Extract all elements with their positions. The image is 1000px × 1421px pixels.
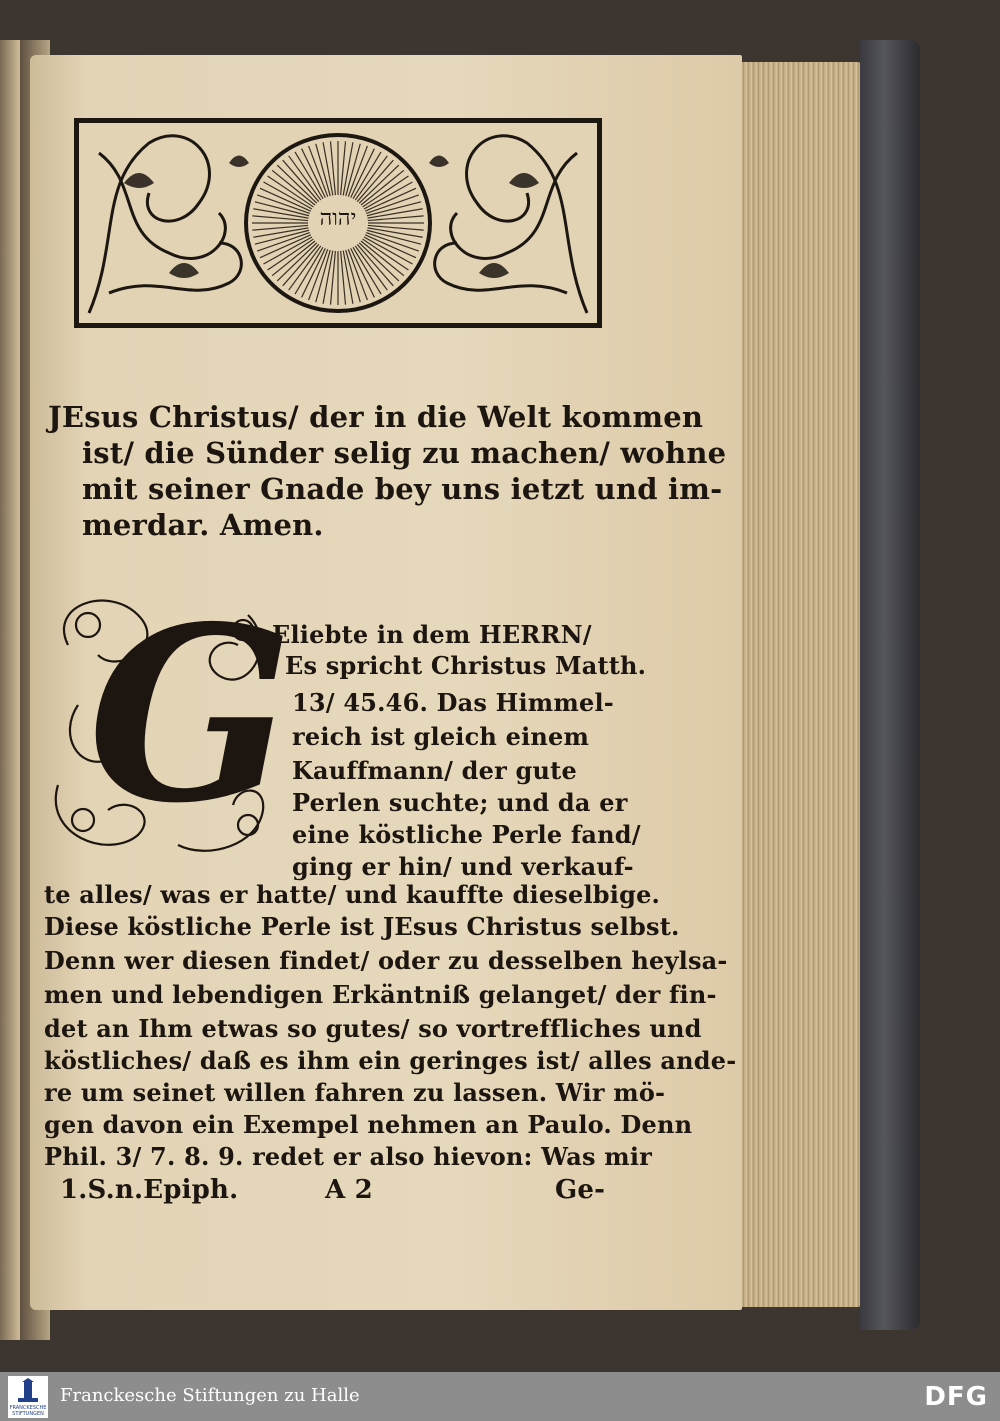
text-line: Es spricht Christus Matth. [285,651,647,680]
text-line: reich ist gleich einem [292,722,590,751]
sun-ray [277,165,317,203]
signature-sheet: A 2 [325,1175,373,1205]
text-line: köstliches/ daß es ihm ein geringes ist/ alles ande- [44,1046,737,1075]
viewer-footer [0,1372,1000,1421]
text-line: te alles/ was er hatte/ und kauffte dieselbige. [44,880,661,909]
text-line: eine köstliche Perle fand/ [292,820,641,849]
initial-letter: G [88,574,293,856]
page-block-edge [740,62,865,1307]
catchword: Ge- [555,1175,606,1205]
heading-line: ist/ die Sünder selig zu machen/ wohne [82,436,727,470]
text-line: re um seinet willen fahren zu lassen. Wir mö- [44,1078,666,1107]
institution-name[interactable]: Franckesche Stiftungen zu Halle [60,1385,360,1406]
institution-logo[interactable] [8,1376,48,1418]
headpiece-ornament [74,118,602,328]
text-line: det an Ihm etwas so gutes/ so vortreffliches und [44,1014,702,1043]
text-line: men und lebendigen Erkäntniß gelanget/ der fin- [44,980,717,1009]
heading-line: mit seiner Gnade bey uns ietzt und im- [82,472,723,506]
dfg-logo[interactable]: DFG [924,1382,988,1412]
text-line: Eliebte in dem HERRN/ [272,620,592,649]
sun-ray [277,243,317,281]
text-line: Diese köstliche Perle ist JEsus Christus selbst. [44,912,680,941]
text-line: 13/ 45.46. Das Himmel- [292,688,614,717]
opening-blessing [48,400,727,550]
text-line: Denn wer diesen findet/ oder zu desselben heylsa- [44,946,728,975]
heading-line: JEsus Christus/ der in die Welt kommen [48,400,704,434]
divine-name: יהוה [319,206,357,231]
heading-line: merdar. Amen. [82,508,324,542]
sun-ray [359,243,399,281]
text-line: Phil. 3/ 7. 8. 9. redet er also hievon: Was mir [44,1142,653,1171]
text-line: Kauffmann/ der gute [292,756,577,785]
book-cover [860,40,920,1330]
text-line: gen davon ein Exempel nehmen an Paulo. Denn [44,1110,693,1139]
logo-text: FRANCKESCHE STIFTUNGEN [9,1405,47,1417]
text-line: ging er hin/ und verkauf- [292,852,634,881]
text-line: Perlen suchte; und da er [292,788,628,817]
decorated-initial [48,574,293,863]
sun-ray [359,165,399,203]
signature-mark: 1.S.n.Epiph. [60,1175,239,1205]
